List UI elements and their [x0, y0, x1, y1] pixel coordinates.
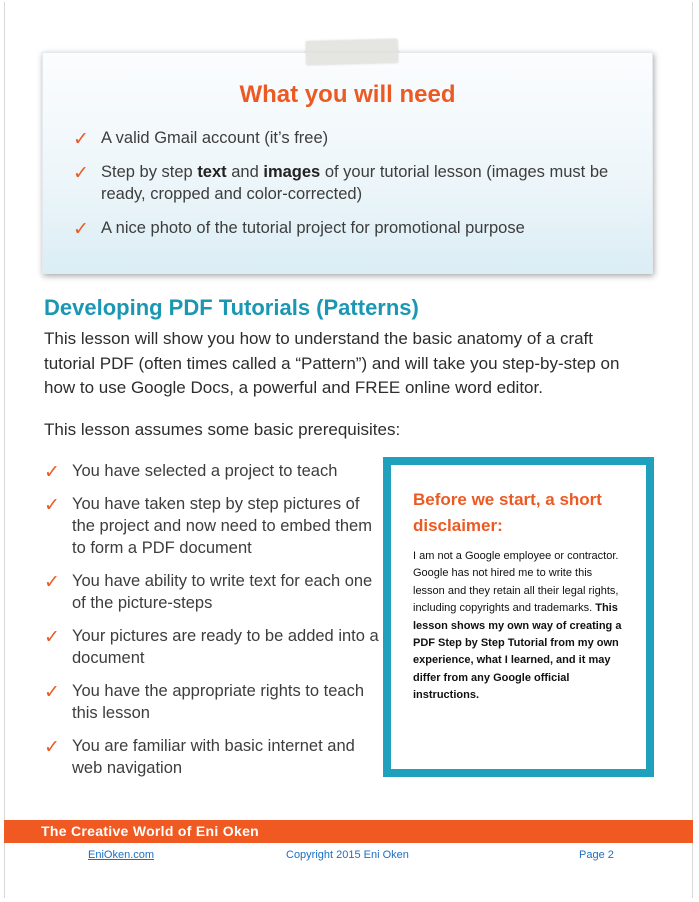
- checkmark-icon: ✓: [44, 571, 60, 593]
- what-you-need-title: What you will need: [239, 81, 456, 108]
- disclaimer-box: [383, 457, 654, 777]
- checkmark-icon: ✓: [44, 494, 60, 516]
- prerequisite-item: [44, 570, 384, 614]
- prerequisite-text: You are familiar with basic internet and web navigation: [72, 737, 355, 777]
- disclaimer-body: [413, 548, 625, 705]
- prerequisite-item: [44, 625, 384, 669]
- checkmark-icon: ✓: [73, 218, 89, 240]
- checkmark-icon: ✓: [44, 681, 60, 703]
- checkmark-icon: ✓: [44, 461, 60, 483]
- disclaimer-title: Before we start, a short disclaimer:: [413, 490, 602, 535]
- footer-website-link[interactable]: EniOken.com: [88, 849, 155, 861]
- prerequisites-label: This lesson assumes some basic prerequisites:: [44, 420, 401, 439]
- prerequisites-list: [44, 460, 384, 790]
- prerequisite-text: You have ability to write text for each one of the picture-steps: [72, 572, 373, 612]
- prerequisite-text: You have selected a project to teach: [72, 462, 338, 480]
- prerequisite-item: [44, 493, 384, 559]
- need-list-item: [73, 127, 633, 149]
- need-item-text: Step by step: [101, 163, 198, 181]
- need-list-item: [73, 217, 633, 239]
- prerequisite-text: You have the appropriate rights to teach this lesson: [72, 682, 365, 722]
- footer-copyright: Copyright 2015 Eni Oken: [286, 849, 409, 861]
- checkmark-icon: ✓: [44, 736, 60, 758]
- intro-paragraph: This lesson will show you how to understand the basic anatomy of a craft tutorial PDF (often times called a “Pattern”) and will take you step-by-step on how to use Google Docs, a powerful and FREE online word editor.: [44, 329, 620, 397]
- need-item-text: of your tutorial lesson (images must be ready, cropped and color-corrected): [101, 163, 609, 203]
- need-item-text: and: [226, 163, 264, 181]
- prerequisite-item: [44, 460, 384, 482]
- checkmark-icon: ✓: [73, 162, 89, 184]
- prerequisite-item: [44, 680, 384, 724]
- checkmark-icon: ✓: [44, 626, 60, 648]
- need-list-item: [73, 161, 633, 205]
- what-you-need-list: [73, 127, 633, 251]
- need-item-bold-text: text: [197, 163, 227, 181]
- section-title: Developing PDF Tutorials (Patterns): [44, 295, 419, 320]
- prerequisite-item: [44, 735, 384, 779]
- disclaimer-body-plain: I am not a Google employee or contractor. Google has not hired me to write this lesson and they retain all their legal rights, including copyrights and trademarks.: [413, 550, 619, 615]
- footer-bar: [4, 820, 693, 843]
- tape-decoration: [306, 39, 399, 65]
- footer-page-number: Page 2: [579, 849, 614, 861]
- what-you-need-card: [42, 52, 653, 274]
- disclaimer-body-bold: This lesson shows my own way of creating a PDF Step by Step Tutorial from my own experience, what I learned, and it may differ from any Google official instructions.: [413, 602, 622, 702]
- footer-brand: The Creative World of Eni Oken: [41, 823, 260, 839]
- prerequisite-text: Your pictures are ready to be added into a document: [72, 627, 379, 667]
- checkmark-icon: ✓: [73, 128, 89, 150]
- need-item-text: A valid Gmail account (it’s free): [101, 129, 329, 147]
- prerequisite-text: You have taken step by step pictures of the project and now need to embed them to form a PDF document: [72, 495, 372, 557]
- need-item-text: A nice photo of the tutorial project for promotional purpose: [101, 219, 525, 237]
- need-item-bold-text: images: [263, 163, 321, 181]
